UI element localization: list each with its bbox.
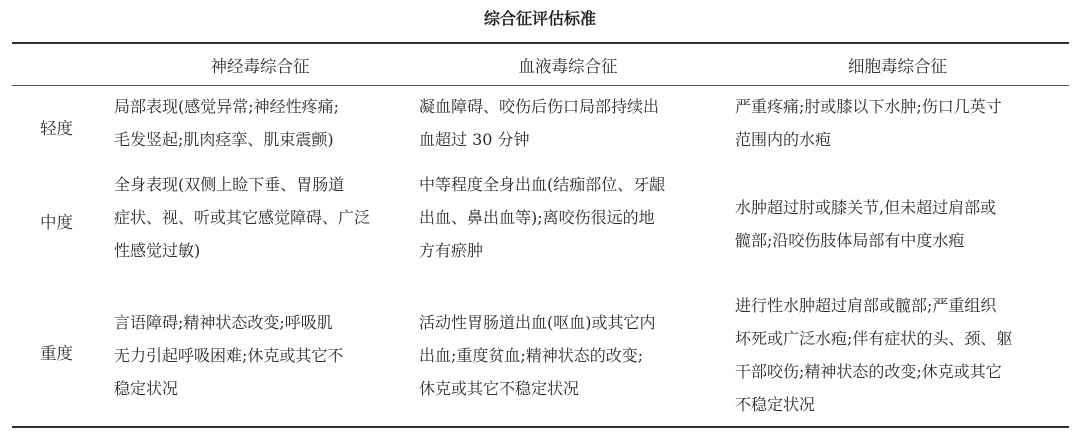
cell-severe-hemotoxic — [419, 306, 719, 405]
table-bottom-rule — [12, 426, 1069, 428]
cell-line: 局部表现(感觉异常;神经性疼痛; — [114, 97, 340, 116]
cell-severe-neurotoxic — [114, 306, 406, 405]
cell-moderate-neurotoxic — [114, 168, 406, 267]
cell-line: 髋部;沿咬伤肢体局部有中度水疱 — [735, 231, 965, 250]
cell-moderate-hemotoxic — [419, 168, 719, 267]
cell-mild-neurotoxic — [114, 90, 406, 156]
cell-line: 不稳定状况 — [735, 395, 816, 414]
cell-line: 出血;重度贫血;精神状态的改变; — [419, 346, 644, 365]
cell-line: 症状、视、听或其它感觉障碍、广泛 — [114, 208, 371, 227]
row-level-severe: 重度 — [40, 344, 73, 363]
cell-moderate-cytotoxic — [735, 191, 1065, 257]
cell-line: 中等程度全身出血(结痂部位、牙龈 — [419, 175, 666, 194]
cell-line: 血超过 30 分钟 — [419, 130, 530, 149]
cell-line: 活动性胃肠道出血(呕血)或其它内 — [419, 313, 656, 332]
header-cytotoxic: 细胞毒综合征 — [848, 56, 947, 76]
cell-line: 坏死或广泛水疱;伴有症状的头、颈、躯 — [735, 329, 1013, 348]
cell-mild-hemotoxic — [419, 90, 719, 156]
cell-line: 进行性水肿超过肩部或髋部;严重组织 — [735, 296, 997, 315]
cell-line: 稳定状况 — [114, 379, 179, 398]
cell-line: 干部咬伤;精神状态的改变;休克或其它 — [735, 362, 1002, 381]
cell-line: 言语障碍;精神状态改变;呼吸肌 — [114, 313, 333, 332]
cell-line: 凝血障碍、咬伤后伤口局部持续出 — [419, 97, 660, 116]
cell-line: 无力引起呼吸困难;休克或其它不 — [114, 346, 344, 365]
cell-line: 毛发竖起;肌肉痉挛、肌束震颤) — [114, 130, 334, 149]
cell-severe-cytotoxic — [735, 289, 1065, 421]
cell-line: 水肿超过肘或膝关节,但未超过肩部或 — [735, 198, 997, 217]
header-neurotoxic: 神经毒综合征 — [210, 56, 310, 76]
cell-line: 出血、鼻出血等);离咬伤很远的地 — [419, 208, 655, 227]
cell-line: 范围内的水疱 — [735, 130, 832, 149]
cell-mild-cytotoxic — [735, 90, 1065, 156]
cell-line: 严重疼痛;肘或膝以下水肿;伤口几英寸 — [735, 97, 1002, 116]
header-rule — [12, 85, 1069, 86]
row-level-mild: 轻度 — [40, 119, 73, 138]
cell-line: 性感觉过敏) — [114, 241, 201, 260]
header-hemotoxic: 血液毒综合征 — [518, 56, 618, 76]
cell-line: 方有瘀肿 — [419, 241, 484, 260]
row-level-moderate: 中度 — [40, 213, 73, 232]
cell-line: 休克或其它不稳定状况 — [419, 379, 580, 398]
table-title: 综合征评估标准 — [483, 9, 596, 28]
cell-line: 全身表现(双侧上睑下垂、胃肠道 — [114, 175, 345, 194]
